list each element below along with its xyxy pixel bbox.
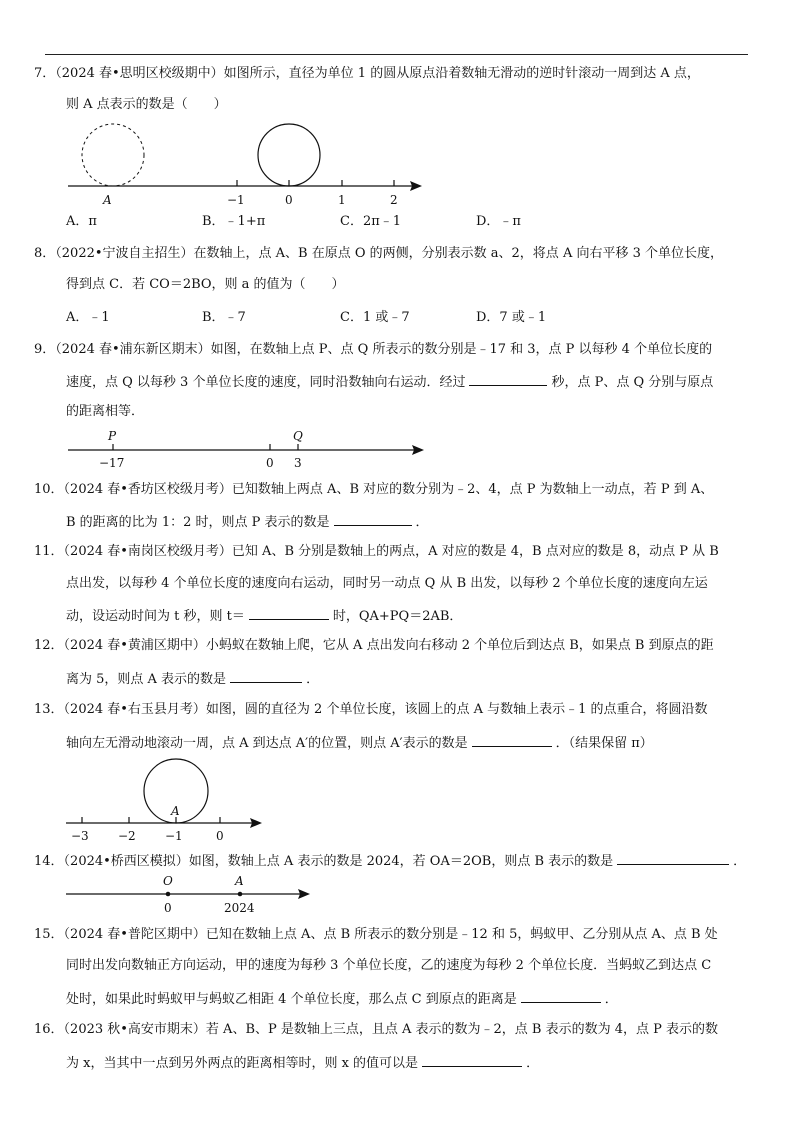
q15-text: 处时，如果此时蚂蚁甲与蚂蚁乙相距 4 个单位长度，那么点 C 到原点的距离是 (66, 992, 517, 1007)
q13-line-1: 13．（2024 春•右玉县月考）如图，圆的直径为 2 个单位长度，该圆上的点 A 与数轴上表示﹣1 的点重合，将圆沿数 (34, 702, 708, 717)
q15-line-3 (66, 990, 618, 1008)
q7-line-2: 则 A 点表示的数是（ ） (66, 97, 227, 112)
q14-point-a-label: A (235, 874, 244, 888)
q13-text: 轴向左无滑动地滚动一周，点 A 到达点 A′的位置，则点 A′表示的数是 (66, 736, 468, 751)
q11-text: 动，设运动时间为 t 秒，则 t＝ (66, 609, 245, 624)
q13-tick-label: 0 (216, 829, 224, 843)
q9-point-p-label: P (108, 429, 117, 443)
q7-option-d[interactable]: D．﹣π (476, 214, 521, 229)
q11-line-1: 11．（2024 春•南岗区校级月考）已知 A、B 分别是数轴上的两点，A 对应的数是 4，B 点对应的数是 8，动点 P 从 B (34, 544, 719, 559)
q10-text: ． (415, 515, 429, 530)
q7-tick-label: −1 (227, 193, 245, 207)
q9-tick-label: −17 (99, 456, 125, 470)
q7-option-a[interactable]: A．π (66, 214, 97, 229)
q14-point-a (238, 892, 243, 897)
q11-line-2: 点出发，以每秒 4 个单位长度的速度向右运动，同时另一动点 Q 从 B 出发，以每秒 2 个单位长度的速度向左运 (66, 576, 708, 591)
q9-tick-label: 0 (266, 456, 274, 470)
q14-point-o (166, 892, 171, 897)
q8-line-1: 8．（2022•宁波自主招生）在数轴上，点 A、B 在原点 O 的两侧，分别表示数 a、2，将点 A 向右平移 3 个单位长度， (34, 246, 723, 261)
q10-line-1: 10．（2024 春•香坊区校级月考）已知数轴上两点 A、B 对应的数分别为﹣2、4，点 P 为数轴上一动点，若 P 到 A、 (34, 482, 714, 497)
q15-line-2: 同时出发向数轴正方向运动，甲的速度为每秒 3 个单位长度，乙的速度为每秒 2 个单位长度．当蚂蚁乙到达点 C (66, 958, 712, 973)
q8-option-d[interactable]: D．7 或﹣1 (476, 310, 547, 325)
q16-answer-blank[interactable] (422, 1054, 522, 1067)
q7-option-b[interactable]: B．﹣1+π (202, 214, 266, 229)
q9-line-1: 9．（2024 春•浦东新区期末）如图，在数轴上点 P、点 Q 所表示的数分别是﹣17 和 3，点 P 以每秒 4 个单位长度的 (34, 342, 713, 357)
q15-line-1: 15．（2024 春•普陀区期中）已知在数轴上点 A、点 B 所表示的数分别是﹣12 和 5，蚂蚁甲、乙分别从点 A、点 B 处 (34, 927, 718, 942)
q15-answer-blank[interactable] (521, 990, 601, 1003)
q8-option-b[interactable]: B．﹣7 (202, 310, 246, 325)
q13-tick-label: −3 (71, 829, 89, 843)
q13-tick-label: −1 (165, 829, 183, 843)
q16-text: 为 x，当其中一点到另外两点的距离相等时，则 x 的值可以是 (66, 1056, 419, 1071)
q10-text: B 的距离的比为 1：2 时，则点 P 表示的数是 (66, 515, 330, 530)
q16-line-1: 16．（2023 秋•高安市期末）若 A、B、P 是数轴上三点，且点 A 表示的数为﹣2，点 B 表示的数为 4，点 P 表示的数 (34, 1022, 719, 1037)
q16-line-2 (66, 1054, 539, 1072)
q7-tick-label: 2 (390, 193, 398, 207)
q12-line-1: 12．（2024 春•黄浦区期中）小蚂蚁在数轴上爬，它从 A 点出发向右移动 2 个单位后到达点 B，如果点 B 到原点的距 (34, 638, 714, 653)
q13-tick-label: −2 (118, 829, 136, 843)
q13-text: ．（结果保留 π） (555, 736, 653, 751)
q8-option-c[interactable]: C．1 或﹣7 (340, 310, 410, 325)
q14-point-o-label: O (163, 874, 173, 888)
q7-tick-label: 0 (285, 193, 293, 207)
q12-text: ． (306, 672, 320, 687)
q9-text: 秒，点 P、点 Q 分别与原点 (551, 375, 714, 390)
q7-line-1: 7．（2024 春•思明区校级期中）如图所示，直径为单位 1 的圆从原点沿着数轴无滑动的逆时针滚动一周到达 A 点， (34, 66, 700, 81)
q14-text: ． (733, 854, 747, 869)
q15-text: ． (604, 992, 618, 1007)
q14-text: 14．（2024•桥西区模拟）如图，数轴上点 A 表示的数是 2024，若 OA＝2OB，则点 B 表示的数是 (34, 854, 614, 869)
q16-text: ． (526, 1056, 540, 1071)
q7-point-a-label: A (103, 193, 112, 207)
q8-option-a[interactable]: A．﹣1 (66, 310, 110, 325)
q13-point-a-label: A (171, 804, 180, 818)
q9-tick-label: 3 (294, 456, 302, 470)
q7-tick-label: 1 (338, 193, 346, 207)
q9-text: 速度，点 Q 以每秒 3 个单位长度的速度，同时沿数轴向右运动．经过 (66, 375, 466, 390)
q8-line-2: 得到点 C．若 CO＝2BO，则 a 的值为（ ） (66, 277, 345, 292)
q14-tick-label: 0 (164, 901, 172, 915)
q14-tick-label: 2024 (224, 901, 255, 915)
q12-text: 离为 5，则点 A 表示的数是 (66, 672, 227, 687)
q9-point-q-label: Q (293, 429, 303, 443)
q9-line-3: 的距离相等． (66, 404, 145, 419)
q7-option-c[interactable]: C．2π﹣1 (340, 214, 402, 229)
q11-text: 时，QA+PQ＝2AB． (332, 609, 463, 624)
